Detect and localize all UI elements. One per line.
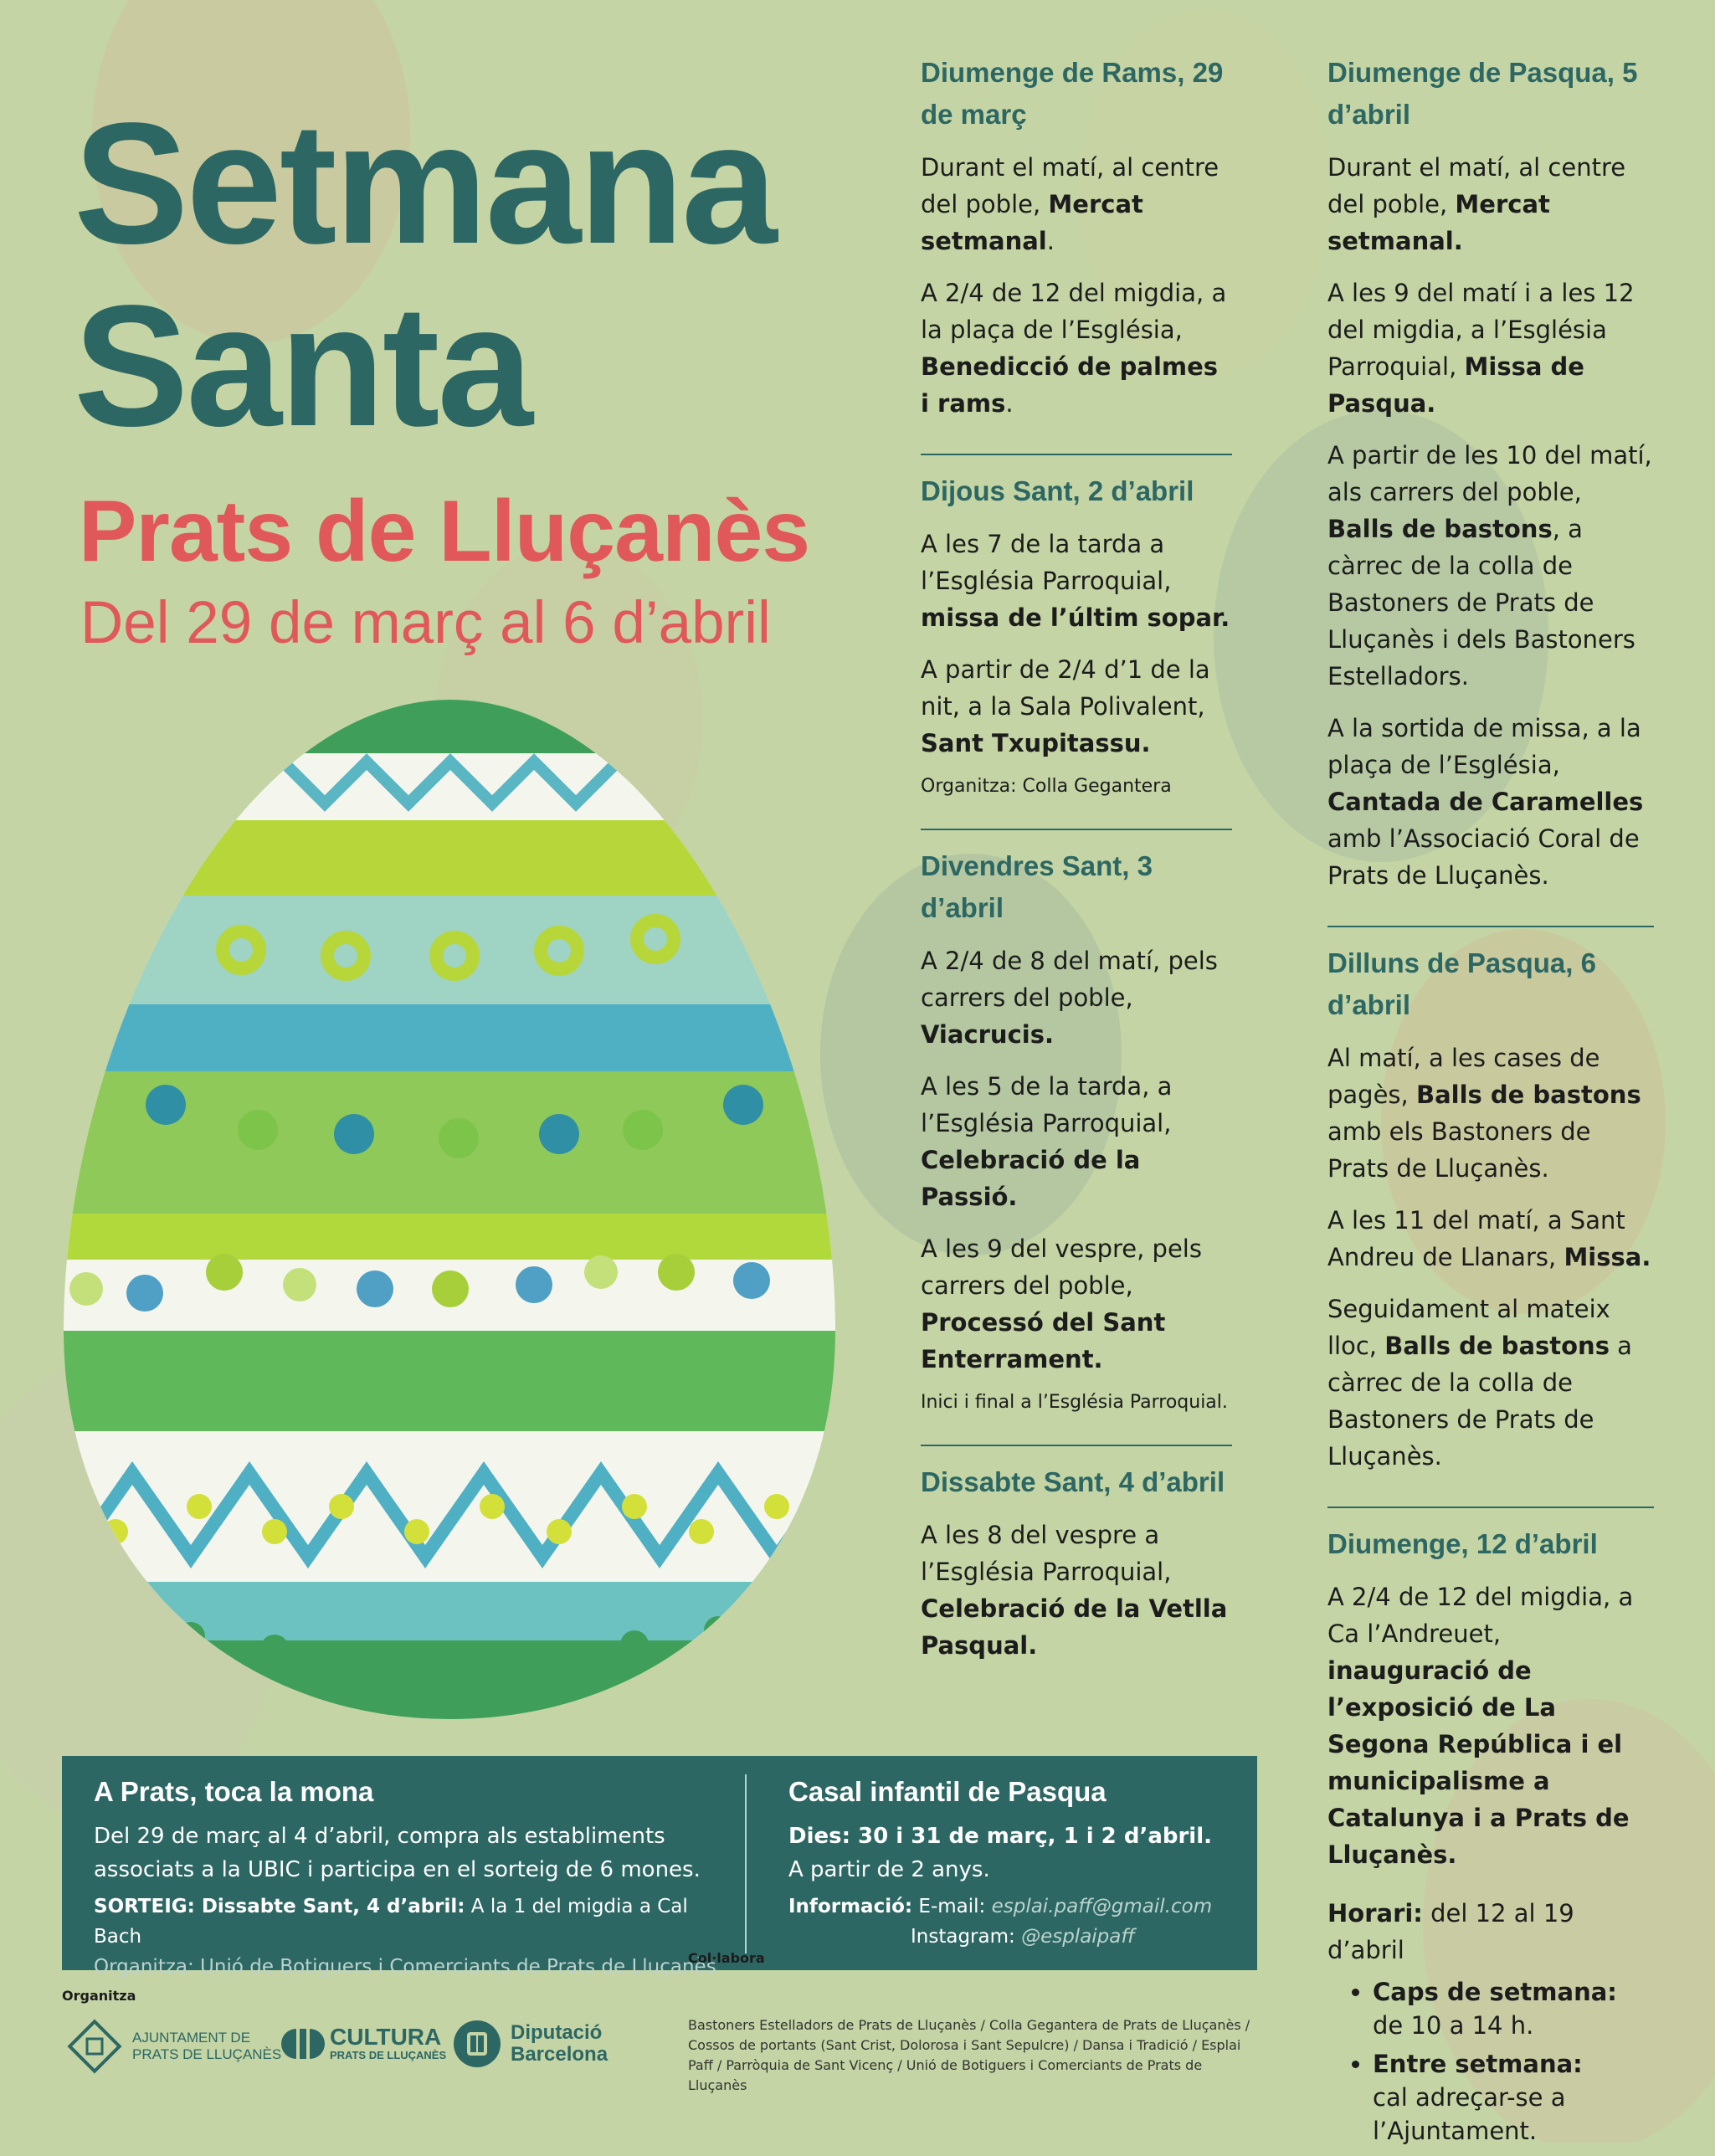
hours-list [1327, 1975, 1654, 2148]
hours-item: • Caps de setmana: de 10 a 14 h. [1373, 1975, 1654, 2042]
day-section-palm-sunday [921, 52, 1232, 440]
event-item: A 2/4 de 8 del matí, pels carrers del poble, Viacrucis. [921, 947, 1218, 1049]
town-crest-icon [65, 2017, 124, 2076]
event-item: A 2/4 de 12 del migdia, a Ca l’Andreuet, inauguració de l’exposició de La Segona República i el municipalisme a Catalunya i a Prats de Lluçanès. [1327, 1583, 1634, 1869]
cultura-logo-icon [278, 2025, 325, 2062]
instagram-link[interactable]: @esplaipaff [1021, 1926, 1135, 1948]
easter-egg-illustration [57, 695, 844, 1724]
page-title [74, 87, 775, 462]
town-name: Prats de Lluçanès [79, 483, 810, 580]
event-item: A les 9 del matí i a les 12 del migdia, a l’Església Parroquial, Missa de Pasqua. [1327, 279, 1635, 418]
route-note: Inici i final a l’Església Parroquial. [921, 1392, 1228, 1413]
event-item: A partir de les 10 del matí, als carrers del poble, Balls de bastons, a càrrec de la colla de Bastoners de Prats de Lluçanès i dels Bastoners Estelladors. [1327, 441, 1652, 690]
hours-item: • Entre setmana: cal adreçar-se a l’Ajuntament. [1373, 2047, 1654, 2148]
collaborators-list: Bastoners Estelladors de Prats de Lluçanès / Colla Gegantera de Prats de Lluçanès / Cossos de portants (Sant Crist, Dolorosa i Sant Sepulcre) / Dansa i Tradició / Esplai Paff / Parròquia de Sant Vicenç / Unió de Botiguers i Comerciants de Prats de Lluçanès [688, 2017, 1250, 2093]
event-item: A 2/4 de 12 del migdia, a la plaça de l’Església, Benedicció de palmes i rams. [921, 279, 1227, 418]
organizer-note: Organitza: Colla Gegantera [921, 776, 1172, 797]
day-section-holy-thursday [921, 454, 1232, 815]
day-heading: Dissabte Sant, 4 d’abril [921, 1466, 1225, 1497]
mona-heading: A Prats, toca la mona [94, 1776, 374, 1807]
organizer-label: Organitza [62, 1988, 136, 2004]
easter-camp-box [747, 1774, 1257, 1953]
logo-cultura: CULTURA PRATS DE LLUÇANÈS [278, 2025, 446, 2062]
camp-age: A partir de 2 anys. [788, 1857, 990, 1882]
camp-dates: Dies: 30 i 31 de març, 1 i 2 d’abril. [788, 1824, 1212, 1849]
event-item: Seguidament al mateix lloc, Balls de bastons a càrrec de la colla de Bastoners de Prats de Lluçanès. [1327, 1295, 1632, 1471]
event-item: Durant el matí, al centre del poble, Mercat setmanal. [1327, 153, 1626, 255]
event-item: A les 11 del matí, a Sant Andreu de Llanars, Missa. [1327, 1206, 1651, 1271]
day-heading: Dijous Sant, 2 d’abril [921, 475, 1194, 506]
day-heading: Divendres Sant, 3 d’abril [921, 850, 1153, 923]
title-line-1: Setmana [74, 87, 775, 280]
day-section-easter-sunday [1327, 52, 1654, 912]
info-banner [62, 1756, 1257, 1978]
day-section-holy-saturday [921, 1445, 1232, 1682]
event-item: Durant el matí, al centre del poble, Mercat setmanal. [921, 153, 1219, 255]
camp-contact-instagram: Instagram: @esplaipaff [911, 1926, 1135, 1948]
email-link[interactable]: esplai.paff@gmail.com [991, 1896, 1213, 1917]
date-range: Del 29 de març al 6 d’abril [80, 590, 771, 656]
event-item: A les 7 de la tarda a l’Església Parroquial, missa de l’últim sopar. [921, 530, 1230, 632]
raffle-info: SORTEIG: Dissabte Sant, 4 d’abril: A la 1 del migdia a Cal Bach [94, 1896, 688, 1948]
program-column-1 [921, 52, 1232, 1682]
day-section-good-friday [921, 829, 1232, 1431]
event-item: A partir de 2/4 d’1 de la nit, a la Sala Polivalent, Sant Txupitassu. [921, 655, 1210, 757]
day-heading: Diumenge de Rams, 29 de març [921, 57, 1224, 130]
day-heading: Diumenge, 12 d’abril [1327, 1528, 1598, 1559]
collaborators-label: Col·labora [688, 1950, 765, 1966]
exhibition-hours: Horari: del 12 al 19 d’abril [1327, 1899, 1574, 1964]
raffle-organizer: Organitza: Unió de Botiguers i Comerciants de Prats de Lluçanès [94, 1956, 716, 1978]
day-heading: Dilluns de Pasqua, 6 d’abril [1327, 947, 1596, 1020]
title-line-2: Santa [74, 270, 531, 462]
logo-diputacio: Diputació Barcelona [452, 2019, 608, 2069]
event-item: A les 9 del vespre, pels carrers del poble, Processó del Sant Enterrament. [921, 1235, 1202, 1373]
day-section-easter-monday [1327, 926, 1654, 1493]
program-column-2 [1327, 52, 1654, 2156]
event-item: A les 5 de la tarda, a l’Església Parroquial, Celebració de la Passió. [921, 1072, 1173, 1211]
camp-heading: Casal infantil de Pasqua [788, 1776, 1107, 1807]
diputacio-seal-icon [452, 2019, 502, 2069]
logo-ajuntament: AJUNTAMENT DE PRATS DE LLUÇANÈS [65, 2017, 281, 2076]
event-item: A la sortida de missa, a la plaça de l’Església, Cantada de Caramelles amb l’Associació Coral de Prats de Lluçanès. [1327, 714, 1644, 890]
event-item: Al matí, a les cases de pagès, Balls de bastons amb els Bastoners de Prats de Lluçanès. [1327, 1044, 1641, 1183]
day-heading: Diumenge de Pasqua, 5 d’abril [1327, 57, 1638, 130]
day-section-april-12 [1327, 1507, 1654, 2156]
camp-contact-email: Informació: E-mail: esplai.paff@gmail.com [788, 1896, 1213, 1917]
event-item: A les 8 del vespre a l’Església Parroquial, Celebració de la Vetlla Pasqual. [921, 1521, 1228, 1660]
mona-description: Del 29 de març al 4 d’abril, compra als establiments associats a la UBIC i participa en el sorteig de 6 mones. [94, 1824, 701, 1882]
